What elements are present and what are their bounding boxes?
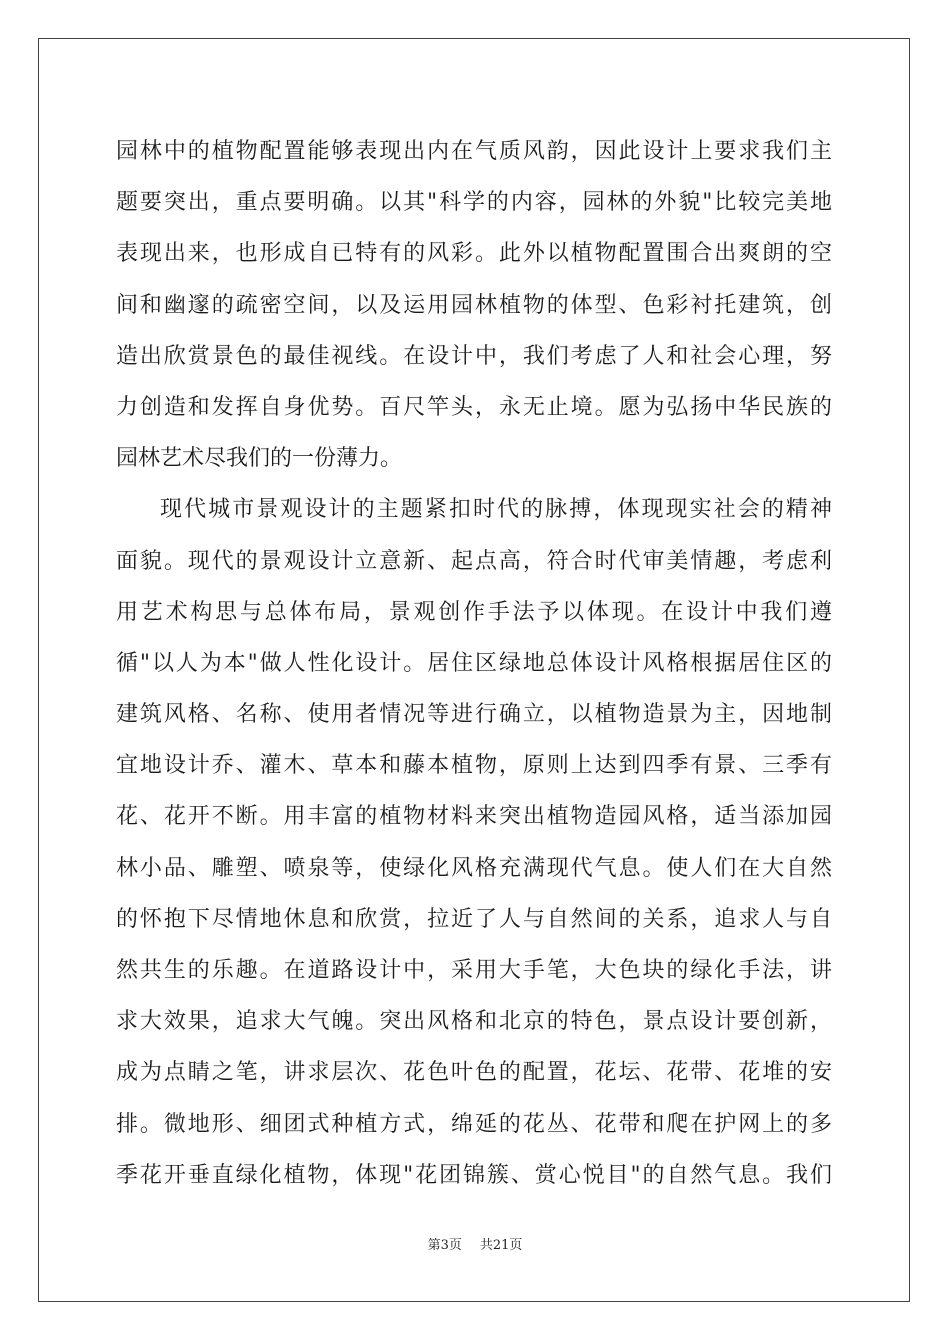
page-number: 第3页 bbox=[427, 1238, 462, 1253]
text-line: 园林艺术尽我们的一份薄力。 bbox=[116, 446, 403, 472]
text-line: 表现出来，也形成自已特有的风彩。此外以植物配置围合出爽朗的空 bbox=[116, 241, 832, 267]
text-line: 然共生的乐趣。在道路设计中，采用大手笔，大色块的绿化手法，讲 bbox=[116, 958, 832, 983]
text-line: 题要突出，重点要明确。以其"科学的内容，园林的外貌"比较完美地 bbox=[116, 190, 832, 216]
paragraph-2 bbox=[116, 484, 832, 1201]
text-line: 现代城市景观设计的主题紧扣时代的脉搏，体现现实社会的精神 bbox=[160, 497, 832, 523]
text-line: 力创造和发挥自身优势。百尺竿头，永无止境。愿为弘扬中华民族的 bbox=[116, 394, 832, 420]
text-line: 排。微地形、细团式种植方式，绵延的花丛、花带和爬在护网上的多 bbox=[116, 1111, 832, 1137]
document-body bbox=[116, 126, 832, 1201]
text-line: 成为点睛之笔，讲求层次、花色叶色的配置，花坛、花带、花堆的安 bbox=[116, 1060, 832, 1086]
text-line: 求大效果，追求大气魄。突出风格和北京的特色，景点设计要创新， bbox=[116, 1009, 832, 1035]
text-line: 季花开垂直绿化植物，体现"花团锦簇、赏心悦目"的自然气息。我们 bbox=[116, 1162, 832, 1188]
total-pages: 共21页 bbox=[479, 1238, 523, 1253]
text-line: 造出欣赏景色的最佳视线。在设计中，我们考虑了人和社会心理，努 bbox=[116, 343, 832, 369]
text-line: 林小品、雕塑、喷泉等，使绿化风格充满现代气息。使人们在大自然 bbox=[116, 855, 832, 881]
text-line: 园林中的植物配置能够表现出内在气质风韵，因此设计上要求我们主 bbox=[116, 139, 832, 164]
text-line: 用艺术构思与总体布局，景观创作手法予以体现。在设计中我们遵 bbox=[116, 599, 832, 625]
text-line: 宜地设计乔、灌木、草本和藤本植物，原则上达到四季有景、三季有 bbox=[116, 753, 832, 779]
text-line: 面貌。现代的景观设计立意新、起点高，符合时代审美情趣，考虑利 bbox=[116, 548, 832, 574]
text-line: 建筑风格、名称、使用者情况等进行确立，以植物造景为主，因地制 bbox=[116, 702, 832, 728]
page-footer bbox=[0, 1234, 950, 1253]
text-line: 间和幽邃的疏密空间，以及运用园林植物的体型、色彩衬托建筑，创 bbox=[116, 292, 832, 318]
paragraph-1 bbox=[116, 126, 832, 484]
text-line: 循"以人为本"做人性化设计。居住区绿地总体设计风格根据居住区的 bbox=[116, 650, 832, 676]
text-line: 的怀抱下尽情地休息和欣赏，拉近了人与自然间的关系，追求人与自 bbox=[116, 906, 832, 932]
text-line: 花、花开不断。用丰富的植物材料来突出植物造园风格，适当添加园 bbox=[116, 804, 832, 830]
